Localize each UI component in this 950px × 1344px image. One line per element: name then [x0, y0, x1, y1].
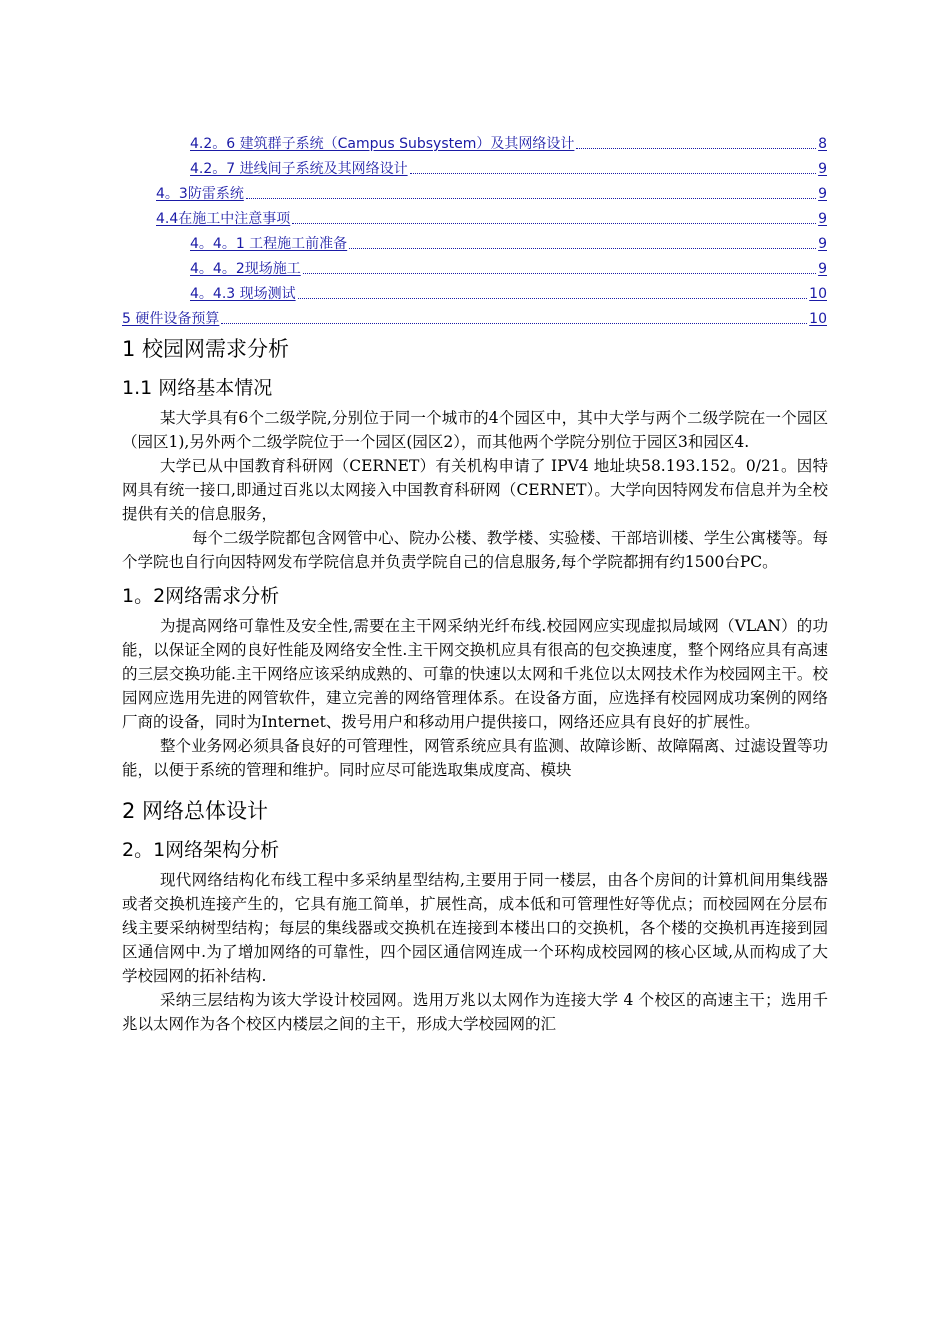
- toc-leader-dots: [303, 273, 816, 274]
- toc-leader-dots: [246, 198, 816, 199]
- paragraph: 大学已从中国教育科研网（CERNET）有关机构申请了 IPV4 地址块58.193.152。0/21。因特网具有统一接口,即通过百兆以太网接入中国教育科研网（CERNET）。大学向因特网发布信息并为全校提供有关的信息服务，: [122, 457, 828, 523]
- paragraph: 整个业务网必须具备良好的可管理性，网管系统应具有监测、故障诊断、故障隔离、过滤设置等功能，以便于系统的管理和维护。同时应尽可能选取集成度高、模块: [122, 737, 828, 779]
- toc-entry-page[interactable]: 9: [818, 186, 827, 202]
- section-heading-2-1: 2。1网络架构分析: [122, 839, 280, 861]
- toc-entry[interactable]: [122, 227, 827, 252]
- table-of-contents: [122, 127, 827, 327]
- toc-entry[interactable]: [122, 152, 827, 177]
- paragraph: 每个二级学院都包含网管中心、院办公楼、教学楼、实验楼、干部培训楼、学生公寓楼等。每个学院也自行向因特网发布学院信息并负责学院自己的信息服务,每个学院都拥有约1500台PC。: [122, 529, 828, 571]
- paragraph: 现代网络结构化布线工程中多采纳星型结构,主要用于同一楼层，由各个房间的计算机间用集线器或者交换机连接产生的，它具有施工简单，扩展性高，成本低和可管理性好等优点；而校园网在分层布线主要采纳树型结构；每层的集线器或交换机在连接到本楼出口的交换机，各个楼的交换机再连接到园区通信网中.为了增加网络的可靠性，四个园区通信网连成一个环构成校园网的核心区域,从而构成了大学校园网的拓补结构.: [122, 871, 828, 985]
- toc-entry-page[interactable]: 9: [818, 211, 827, 227]
- toc-entry-text[interactable]: 4。4。1 工程施工前准备: [190, 236, 348, 252]
- toc-leader-dots: [221, 323, 807, 324]
- toc-entry-page[interactable]: 10: [809, 286, 827, 302]
- spacer: [122, 782, 828, 794]
- toc-entry-text[interactable]: 4。3防雷系统: [156, 186, 244, 202]
- section-heading-2: 2 网络总体设计: [122, 799, 269, 823]
- toc-entry-page[interactable]: 10: [809, 311, 827, 327]
- toc-entry[interactable]: [122, 177, 827, 202]
- toc-entry-page[interactable]: 9: [818, 261, 827, 277]
- toc-entry[interactable]: [122, 277, 827, 302]
- toc-entry[interactable]: [122, 252, 827, 277]
- toc-entry[interactable]: [122, 202, 827, 227]
- section-heading-1-1: 1.1 网络基本情况: [122, 377, 273, 399]
- toc-entry-text[interactable]: 4。4.3 现场测试: [190, 286, 296, 302]
- paragraph: 采纳三层结构为该大学设计校园网。选用万兆以太网作为连接大学 4 个校区的高速主干；选用千兆以太网作为各个校区内楼层之间的主干，形成大学校园网的汇: [122, 991, 828, 1033]
- section-heading-1-2: 1。2网络需求分析: [122, 585, 280, 607]
- section-heading-1: 1 校园网需求分析: [122, 337, 290, 361]
- toc-entry-page[interactable]: 9: [818, 236, 827, 252]
- toc-leader-dots: [410, 173, 816, 174]
- toc-leader-dots: [576, 148, 816, 149]
- toc-leader-dots: [298, 298, 808, 299]
- toc-leader-dots: [349, 248, 816, 249]
- toc-entry-text[interactable]: 4.2。7 进线间子系统及其网络设计: [190, 161, 408, 177]
- toc-entry-page[interactable]: 8: [818, 136, 827, 152]
- document-body: [122, 332, 828, 1036]
- toc-entry-text[interactable]: 5 硬件设备预算: [122, 311, 220, 327]
- toc-entry-page[interactable]: 9: [818, 161, 827, 177]
- toc-entry-text[interactable]: 4.4在施工中注意事项: [156, 211, 291, 227]
- toc-entry-text[interactable]: 4.2。6 建筑群子系统（Campus Subsystem）及其网络设计: [190, 136, 575, 152]
- paragraph: 为提高网络可靠性及安全性,需要在主干网采纳光纤布线.校园网应实现虚拟局域网（VLAN）的功能，以保证全网的良好性能及网络安全性.主干网交换机应具有很高的包交换速度，整个网络应具有高速的三层交换功能.主干网络应该采纳成熟的、可靠的快速以太网和千兆位以太网技术作为校园网主干。校园网应选用先进的网管软件，建立完善的网络管理体系。在设备方面，应选择有校园网成功案例的网络厂商的设备，同时为Internet、拨号用户和移动用户提供接口，网络还应具有良好的扩展性。: [122, 617, 828, 731]
- toc-entry-text[interactable]: 4。4。2现场施工: [190, 261, 301, 277]
- paragraph: 某大学具有6个二级学院,分别位于同一个城市的4个园区中，其中大学与两个二级学院在一个园区（园区1),另外两个二级学院位于一个园区(园区2），而其他两个学院分别位于园区3和园区4.: [122, 409, 828, 451]
- toc-entry[interactable]: [122, 302, 827, 327]
- toc-entry[interactable]: [122, 127, 827, 152]
- toc-leader-dots: [292, 223, 816, 224]
